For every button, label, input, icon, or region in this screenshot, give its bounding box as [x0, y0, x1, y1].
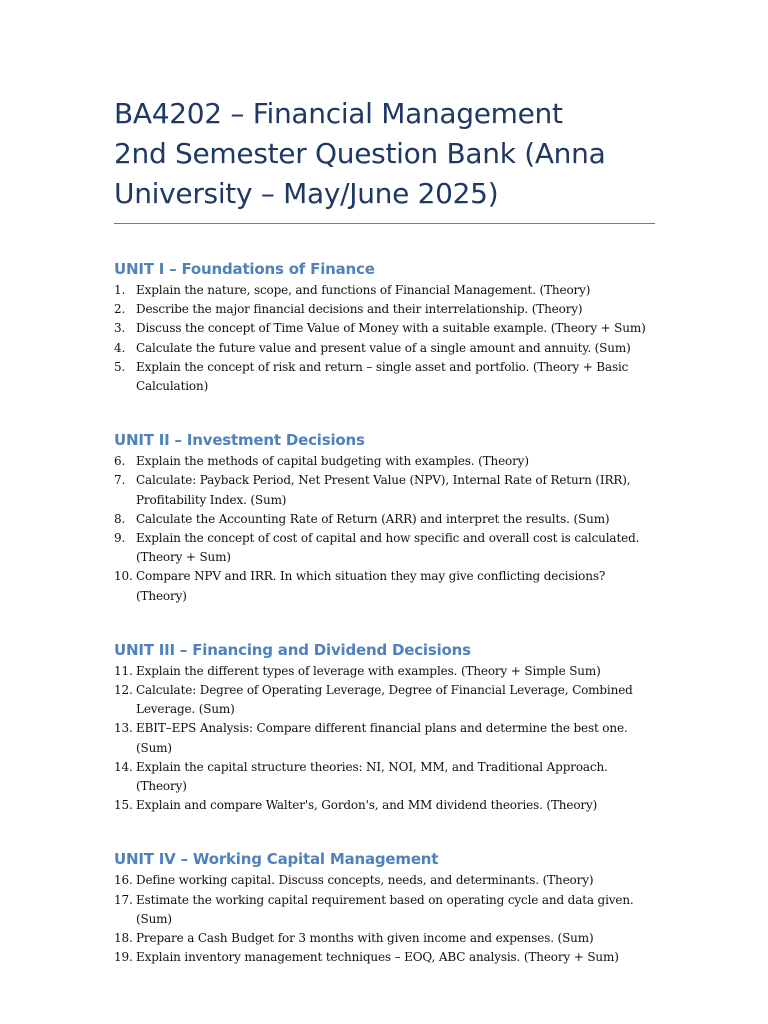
question-number: 7. [114, 473, 126, 488]
question-text: Prepare a Cash Budget for 3 months with given income and expenses. (Sum) [136, 931, 594, 946]
question-text: Estimate the working capital requirement based on operating cycle and data given. (Sum) [136, 892, 634, 926]
question-number: 19. [114, 950, 133, 965]
question-list [114, 662, 655, 816]
question-number: 14. [114, 759, 133, 774]
question-text: Explain the concept of risk and return – single asset and portfolio. (Theory + Basic Calculation) [136, 359, 629, 394]
question-item [114, 529, 655, 567]
question-text: Explain the nature, scope, and functions of Financial Management. (Theory) [136, 283, 591, 297]
question-number: 16. [114, 873, 133, 888]
unit-heading: UNIT IV – Working Capital Management [114, 850, 439, 869]
question-text: Explain the different types of leverage with examples. (Theory + Simple Sum) [136, 663, 601, 678]
question-item [114, 891, 655, 929]
question-number: 3. [114, 321, 126, 336]
unit-section [114, 640, 655, 816]
question-list [114, 452, 655, 606]
question-item [114, 471, 655, 509]
question-text: Compare NPV and IRR. In which situation they may give conflicting decisions? (Theory) [136, 569, 606, 603]
question-number: 9. [114, 531, 126, 546]
question-item [114, 662, 655, 681]
question-number: 12. [114, 683, 133, 698]
question-item [114, 300, 655, 319]
title-divider [114, 223, 655, 224]
title-line-3: University – May/June 2025) [114, 177, 499, 210]
unit-heading: UNIT I – Foundations of Finance [114, 260, 375, 278]
question-number: 4. [114, 340, 126, 355]
question-text: Calculate: Degree of Operating Leverage, Degree of Financial Leverage, Combined Leverage. (Sum) [136, 683, 633, 717]
question-text: Explain inventory management techniques – EOQ, ABC analysis. (Theory + Sum) [136, 950, 619, 965]
question-text: Describe the major financial decisions and their interrelationship. (Theory) [136, 302, 583, 317]
unit-section [114, 259, 655, 396]
units-container [114, 259, 655, 967]
question-item [114, 719, 655, 757]
question-text: Discuss the concept of Time Value of Money with a suitable example. (Theory + Sum) [136, 321, 646, 336]
question-item [114, 871, 655, 890]
question-number: 15. [114, 798, 133, 813]
question-item [114, 948, 655, 967]
question-item [114, 452, 655, 471]
question-number: 13. [114, 721, 133, 736]
question-text: EBIT–EPS Analysis: Compare different financial plans and determine the best one. (Sum) [136, 721, 628, 755]
unit-section [114, 430, 655, 606]
question-number: 8. [114, 511, 126, 526]
question-text: Explain the concept of cost of capital and how specific and overall cost is calculated. (Theory + Sum) [136, 531, 640, 565]
question-text: Calculate: Payback Period, Net Present Value (NPV), Internal Rate of Return (IRR), Profitability Index. (Sum) [136, 473, 631, 507]
question-number: 11. [114, 663, 133, 678]
question-list [114, 281, 655, 396]
question-text: Define working capital. Discuss concepts, needs, and determinants. (Theory) [136, 873, 594, 888]
question-number: 5. [114, 359, 126, 374]
question-item [114, 339, 655, 358]
title-line-2: 2nd Semester Question Bank (Anna [114, 137, 606, 170]
question-item [114, 929, 655, 948]
question-item [114, 758, 655, 796]
question-text: Explain and compare Walter's, Gordon's, and MM dividend theories. (Theory) [136, 798, 598, 813]
question-text: Explain the capital structure theories: NI, NOI, MM, and Traditional Approach. (Theory) [136, 759, 608, 794]
question-item [114, 358, 655, 396]
unit-section [114, 849, 655, 967]
question-item [114, 681, 655, 719]
document-page [114, 94, 655, 967]
question-list [114, 871, 655, 967]
title-line-1: BA4202 – Financial Management [114, 97, 563, 130]
question-number: 2. [114, 302, 126, 317]
question-item [114, 281, 655, 300]
question-number: 17. [114, 892, 133, 907]
unit-heading: UNIT II – Investment Decisions [114, 431, 365, 450]
document-title [114, 94, 655, 214]
question-item [114, 567, 655, 605]
question-number: 10. [114, 569, 133, 584]
question-number: 6. [114, 454, 126, 469]
question-text: Calculate the future value and present value of a single amount and annuity. (Sum) [136, 340, 631, 355]
question-text: Explain the methods of capital budgeting with examples. (Theory) [136, 454, 529, 469]
question-text: Calculate the Accounting Rate of Return (ARR) and interpret the results. (Sum) [136, 511, 610, 526]
question-item [114, 796, 655, 815]
question-item [114, 510, 655, 529]
question-number: 1. [114, 283, 126, 297]
unit-heading: UNIT III – Financing and Dividend Decisions [114, 640, 471, 659]
question-item [114, 319, 655, 338]
question-number: 18. [114, 931, 133, 946]
